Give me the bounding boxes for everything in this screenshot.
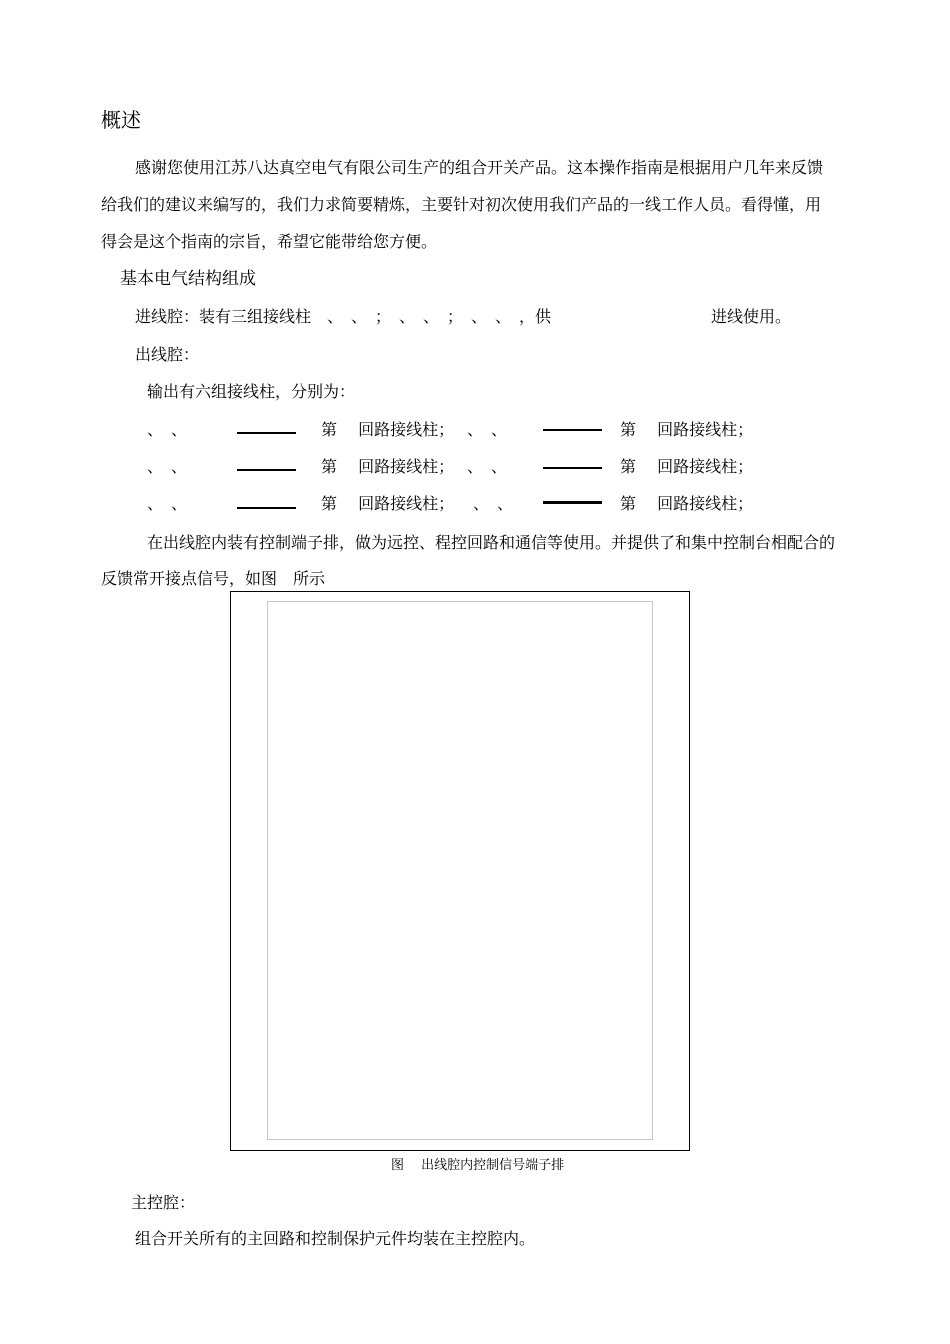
terminal-label: 第 回路接线柱；	[321, 457, 455, 476]
terminal-marks: 、 、	[147, 420, 188, 439]
outlet-label: 出线腔：	[135, 345, 200, 364]
terminal-block-figure	[267, 601, 653, 1140]
terminal-label: 第 回路接线柱；	[620, 420, 754, 439]
terminal-label: 第 回路接线柱；	[321, 420, 455, 439]
blank-underline	[237, 469, 296, 471]
intro-line-3: 得会是这个指南的宗旨，希望它能带给您方便。	[101, 232, 438, 251]
blank-underline	[543, 429, 602, 431]
blank-underline	[543, 467, 602, 469]
terminal-marks: 、 、	[467, 420, 508, 439]
outlet-desc: 输出有六组接线柱，分别为：	[147, 382, 356, 401]
blank-underline	[237, 432, 296, 434]
control-line-2: 反馈常开接点信号，如图 所示	[101, 569, 326, 588]
main-desc: 组合开关所有的主回路和控制保护元件均装在主控腔内。	[135, 1229, 536, 1248]
terminal-marks: 、 、	[473, 494, 514, 513]
terminal-marks: 、 、	[147, 494, 188, 513]
terminal-label: 第 回路接线柱；	[620, 457, 754, 476]
page-heading: 概述	[101, 108, 141, 132]
terminal-label: 第 回路接线柱；	[321, 494, 455, 513]
terminal-marks: 、 、	[147, 457, 188, 476]
terminal-label: 第 回路接线柱；	[620, 494, 754, 513]
section-title: 基本电气结构组成	[120, 269, 256, 289]
inlet-tail: 进线使用。	[711, 307, 792, 326]
blank-underline	[543, 501, 602, 504]
main-label: 主控腔：	[131, 1193, 196, 1212]
terminal-marks: 、 、	[467, 457, 508, 476]
intro-line-1: 感谢您使用江苏八达真空电气有限公司生产的组合开关产品。这本操作指南是根据用户几年来反馈	[135, 158, 824, 177]
figure-caption: 图 出线腔内控制信号端子排	[391, 1158, 565, 1173]
intro-line-2: 给我们的建议来编写的，我们力求简要精炼，主要针对初次使用我们产品的一线工作人员。看得懂，用	[101, 195, 822, 214]
blank-underline	[237, 507, 296, 509]
inlet-text: 进线腔：装有三组接线柱 、 、 ； 、 、 ； 、 、 ，供	[135, 307, 552, 326]
control-line-1: 在出线腔内装有控制端子排，做为远控、程控回路和通信等使用。并提供了和集中控制台相配合的	[147, 533, 836, 552]
